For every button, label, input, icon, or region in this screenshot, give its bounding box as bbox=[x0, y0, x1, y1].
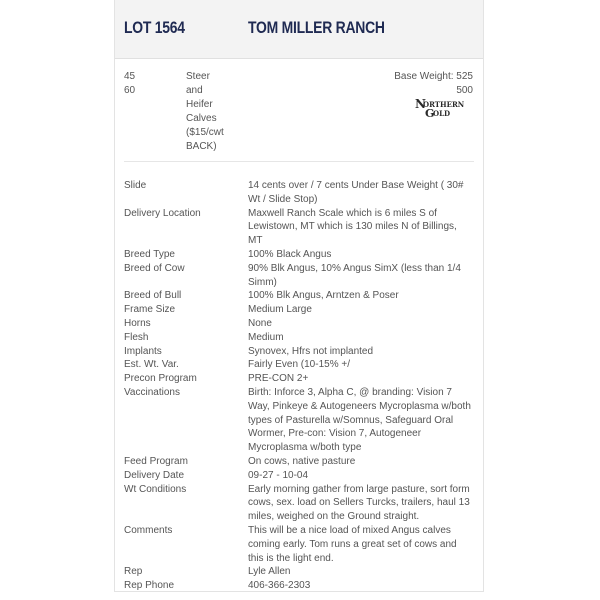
detail-label: Implants bbox=[124, 345, 162, 357]
detail-label: Rep Phone bbox=[124, 580, 175, 592]
detail-value: Medium bbox=[248, 331, 284, 343]
detail-label: Vaccinations bbox=[124, 386, 180, 398]
lot-header bbox=[115, 0, 483, 59]
base-weight-second: 500 bbox=[456, 85, 473, 96]
head-count-heifers: 60 bbox=[124, 85, 136, 96]
detail-row bbox=[124, 345, 473, 359]
section-divider bbox=[124, 161, 474, 162]
detail-value: This will be a nice load of mixed Angus calves coming early. Tom runs a great set of cows and this is the light end. bbox=[248, 524, 457, 564]
detail-row bbox=[124, 469, 473, 483]
lot-number: LOT 1564 bbox=[124, 18, 185, 37]
detail-row bbox=[124, 358, 473, 372]
detail-value: 90% Blk Angus, 10% Angus SimX (less than 1/4 Simm) bbox=[248, 262, 461, 288]
desc-line: ($15/cwt bbox=[186, 127, 224, 138]
detail-value: Birth: Inforce 3, Alpha C, @ branding: Vision 7 Way, Pinkeye & Autogeneers Mycroplasma w/both types of Pasturella w/Somnus, Safeguard Oral Wormer, Pre-con: Vision 7, Autogeneer Mycroplasma w/both type bbox=[248, 386, 471, 454]
detail-label: Wt Conditions bbox=[124, 483, 187, 495]
logo-orthern: ORTHERN bbox=[423, 100, 465, 109]
detail-value: 14 cents over / 7 cents Under Base Weight ( 30# Wt / Slide Stop) bbox=[248, 180, 464, 205]
base-weights bbox=[394, 70, 473, 98]
detail-row bbox=[124, 524, 473, 565]
detail-label: Flesh bbox=[124, 331, 149, 343]
desc-line: Calves bbox=[186, 113, 217, 124]
detail-value: On cows, native pasture bbox=[248, 455, 356, 467]
detail-label: Comments bbox=[124, 524, 173, 536]
detail-row bbox=[124, 455, 473, 469]
logo-g: G bbox=[425, 107, 435, 119]
detail-label: Slide bbox=[124, 180, 147, 191]
detail-value: 100% Black Angus bbox=[248, 248, 332, 260]
detail-value: 100% Blk Angus, Arntzen & Poser bbox=[248, 290, 399, 302]
detail-row bbox=[124, 207, 473, 248]
detail-value: Lyle Allen bbox=[248, 566, 291, 578]
detail-row bbox=[124, 579, 473, 593]
detail-row bbox=[124, 565, 473, 579]
lot-card bbox=[114, 0, 484, 592]
detail-value: Maxwell Ranch Scale which is 6 miles S of Lewistown, MT which is 130 miles N of Billings, MT bbox=[248, 207, 457, 247]
detail-label: Frame Size bbox=[124, 304, 176, 316]
detail-row bbox=[124, 179, 473, 207]
detail-value: 09-27 - 10-04 bbox=[248, 469, 309, 481]
detail-value: Synovex, Hfrs not implanted bbox=[248, 345, 374, 357]
detail-label: Feed Program bbox=[124, 455, 188, 467]
logo-old: OLD bbox=[433, 109, 451, 118]
desc-line: and bbox=[186, 85, 203, 96]
detail-label: Delivery Date bbox=[124, 469, 185, 481]
lot-details bbox=[124, 179, 473, 593]
detail-row bbox=[124, 372, 473, 386]
detail-value: 406-366-2303 bbox=[248, 580, 311, 592]
desc-line: BACK) bbox=[186, 141, 217, 152]
detail-label: Precon Program bbox=[124, 373, 197, 385]
detail-label: Breed of Bull bbox=[124, 290, 182, 302]
detail-row bbox=[124, 317, 473, 331]
detail-value: Early morning gather from large pasture, sort form cows, sex. load on Sellers Turcks, trailers, haul 13 miles, weighed on the Ground straight. bbox=[248, 483, 470, 523]
base-weight-label: Base Weight: 525 bbox=[394, 71, 473, 82]
detail-label: Delivery Location bbox=[124, 207, 201, 219]
detail-row bbox=[124, 483, 473, 524]
detail-label: Breed of Cow bbox=[124, 262, 185, 274]
detail-value: None bbox=[248, 317, 272, 329]
lot-description bbox=[186, 70, 246, 154]
detail-label: Horns bbox=[124, 317, 151, 329]
desc-line: Steer bbox=[186, 71, 210, 82]
desc-line: Heifer bbox=[186, 99, 213, 110]
head-count-steers: 45 bbox=[124, 71, 136, 82]
detail-label: Est. Wt. Var. bbox=[124, 359, 179, 371]
logo-n: N bbox=[415, 97, 426, 111]
detail-value: Medium Large bbox=[248, 304, 312, 316]
detail-label: Breed Type bbox=[124, 248, 175, 260]
detail-value: Fairly Even (10-15% +/ bbox=[248, 359, 350, 371]
detail-label: Rep bbox=[124, 566, 143, 578]
lot-summary bbox=[115, 59, 483, 163]
ranch-name: TOM MILLER RANCH bbox=[248, 18, 385, 37]
detail-row bbox=[124, 386, 473, 455]
detail-row bbox=[124, 289, 473, 303]
detail-row bbox=[124, 303, 473, 317]
northern-gold-logo bbox=[415, 97, 471, 119]
head-counts bbox=[124, 70, 135, 98]
detail-row bbox=[124, 331, 473, 345]
detail-value: PRE-CON 2+ bbox=[248, 373, 309, 385]
detail-row bbox=[124, 262, 473, 290]
detail-row bbox=[124, 248, 473, 262]
